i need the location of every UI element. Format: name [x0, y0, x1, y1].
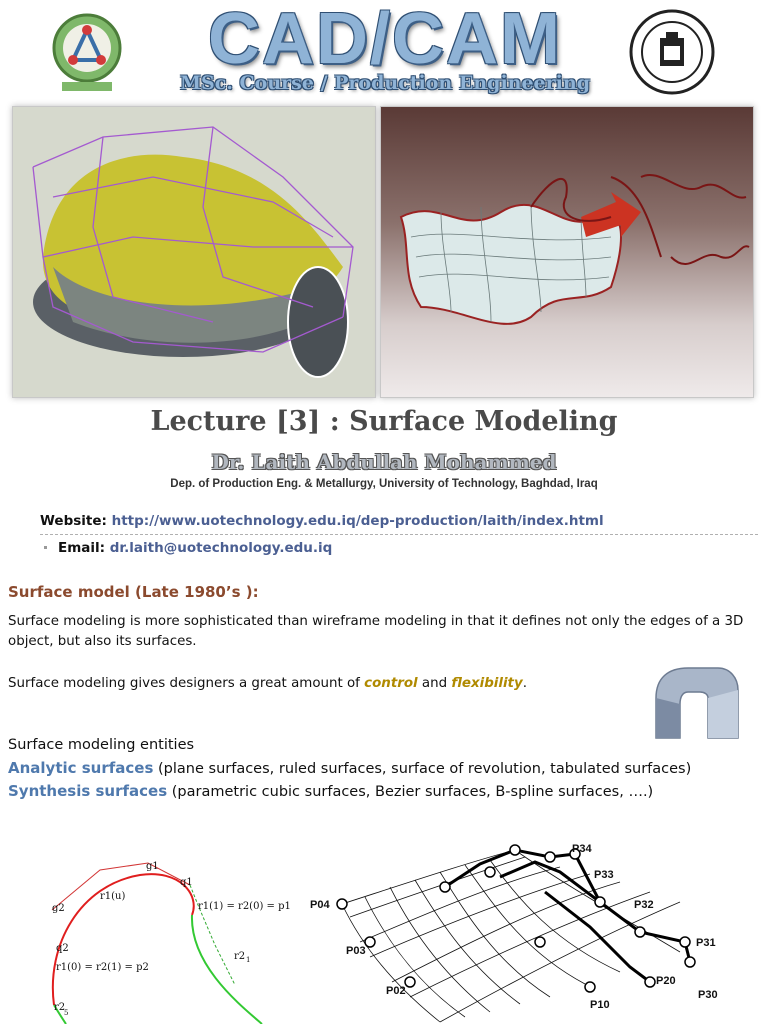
email-link[interactable]: dr.laith@uotechnology.edu.iq — [109, 540, 333, 556]
entities-title: Surface modeling entities — [8, 737, 195, 753]
bullet-icon — [44, 546, 47, 549]
label-p10: P10 — [590, 999, 610, 1011]
label-q2: q2 — [56, 943, 69, 954]
label-p03: P03 — [346, 945, 366, 957]
course-title: CAD/CAM — [208, 0, 562, 79]
paragraph-control — [8, 674, 628, 694]
label-p31: P31 — [696, 937, 716, 949]
analytic-surfaces-label: Analytic surfaces — [8, 759, 154, 777]
email-label: Email: — [58, 540, 106, 556]
label-p30: P30 — [698, 989, 718, 1001]
synthesis-surfaces-line — [8, 782, 653, 800]
label-p32: P32 — [634, 899, 654, 911]
analytic-surfaces-desc: (plane surfaces, ruled surfaces, surface of revolution, tabulated surfaces) — [153, 761, 692, 777]
website-link[interactable]: http://www.uotechnology.edu.iq/dep-production/laith/index.html — [111, 513, 604, 529]
label-r2-1-sub: 1 — [246, 956, 251, 964]
control-highlight: control — [364, 676, 418, 691]
wave-surface-render-image — [380, 106, 754, 398]
label-r2-1: r2 — [234, 951, 246, 962]
para2-start: Surface modeling gives designers a great amount of — [8, 676, 365, 691]
section-heading: Surface model (Late 1980’s ): — [8, 583, 259, 601]
university-of-technology-seal — [628, 8, 716, 96]
lecture-title: Lecture [3] : Surface Modeling — [150, 406, 618, 437]
synthesis-surfaces-label: Synthesis surfaces — [8, 782, 168, 800]
website-label: Website: — [40, 513, 107, 529]
course-subtitle: MSc. Course / Production Engineering — [180, 72, 590, 94]
synthesis-surfaces-desc: (parametric cubic surfaces, Bezier surfaces, B-spline surfaces, ….) — [167, 784, 654, 800]
label-p02: P02 — [386, 985, 406, 997]
duct-surface-image — [648, 658, 744, 748]
label-g2: g2 — [52, 903, 65, 914]
bezier-surface-net-figure — [300, 832, 730, 1024]
label-p33: P33 — [594, 869, 614, 881]
flexibility-highlight: flexibility — [451, 676, 523, 691]
author-name: Dr. Laith Abdullah Mohammed — [211, 450, 557, 474]
label-p04: P04 — [310, 899, 330, 911]
paragraph-definition: Surface modeling is more sophisticated than wireframe modeling in that it defines not only the edges of a 3D object, but also its surfaces. — [8, 614, 744, 649]
label-r1-0: r1(0) = r2(1) = p2 — [56, 962, 149, 973]
university-gear-logo — [50, 8, 124, 94]
label-q1: q1 — [180, 877, 193, 888]
label-g1: g1 — [146, 861, 159, 872]
email-row — [58, 540, 332, 556]
label-p34: P34 — [572, 843, 592, 855]
para2-end: . — [522, 676, 527, 691]
divider — [40, 534, 758, 535]
department-line: Dep. of Production Eng. & Metallurgy, University of Technology, Baghdad, Iraq — [170, 478, 598, 490]
para2-and: and — [417, 676, 452, 691]
label-r2-5-sub: 5 — [64, 1009, 69, 1017]
bezier-surface-cad-image — [12, 106, 376, 398]
website-row — [40, 513, 604, 529]
analytic-surfaces-line — [8, 759, 691, 777]
label-r1-1: r1(1) = r2(0) = p1 — [198, 901, 290, 912]
label-r1u: r1(u) — [100, 891, 126, 902]
label-p20: P20 — [656, 975, 676, 987]
curve-continuity-figure — [40, 855, 290, 1024]
label-r2-5: r2 — [54, 1002, 66, 1013]
